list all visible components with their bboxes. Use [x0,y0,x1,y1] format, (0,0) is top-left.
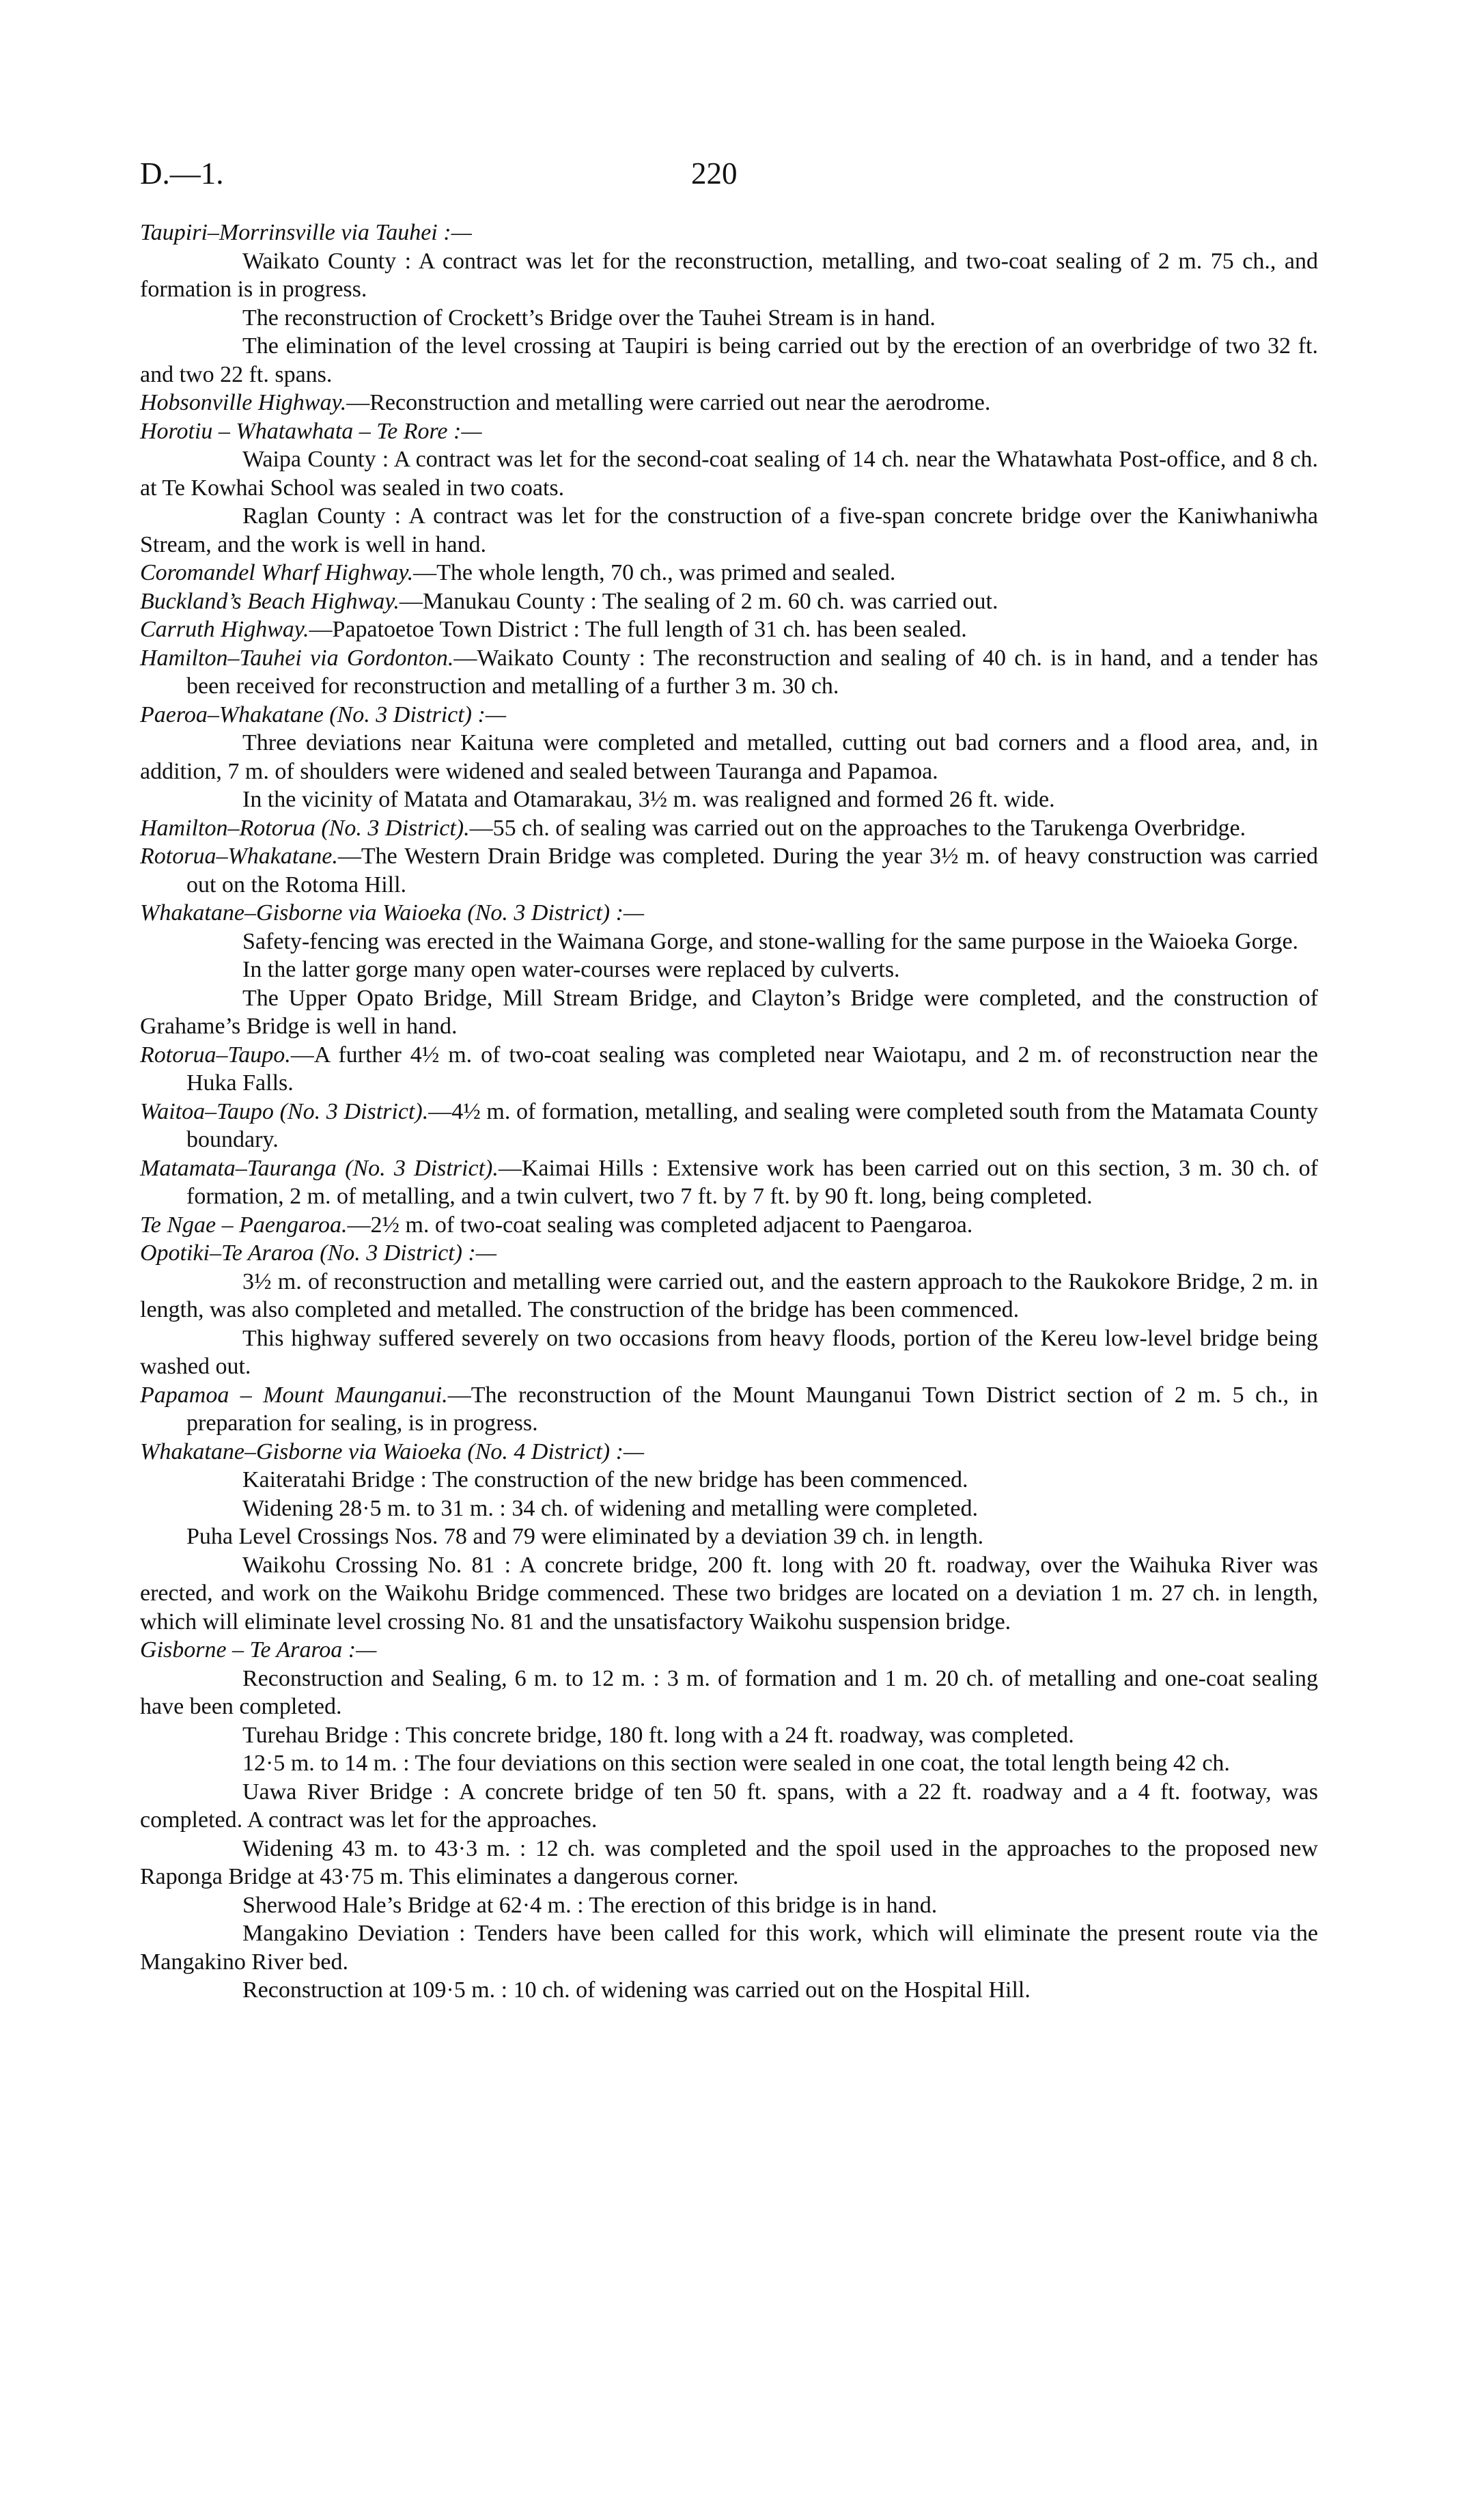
section-paragraph [140,1041,1318,1098]
body-paragraph [140,729,1318,785]
paragraph-text: —4½ m. of formation, metalling, and sealing were completed south from the Matamata County boundary. [186,1098,1318,1152]
highway-heading: Paeroa–Whakatane (No. 3 District) :— [140,701,507,727]
section-paragraph [140,1381,1318,1438]
highway-heading: Taupiri–Morrinsville via Tauhei :— [140,220,472,245]
body-paragraph [140,1891,1318,1920]
highway-heading: Opotiki–Te Araroa (No. 3 District) :— [140,1240,496,1266]
document-body [140,219,1318,2005]
paragraph-text: Waikohu Crossing No. 81 : A concrete bridge, 200 ft. long with 20 ft. roadway, over the Waihuka River was erected, and work on the Waikohu Bridge commenced. These two bridges are located on a deviation 1 m. 27 ch. in length, which will eliminate level crossing No. 81 and the unsatisfactory Waikohu suspension bridge. [140,1552,1318,1635]
section-paragraph [140,842,1318,899]
paragraph-text: Widening 28·5 m. to 31 m. : 34 ch. of widening and metalling were completed. [242,1495,978,1521]
body-paragraph [140,1522,1318,1551]
paragraph-text: Raglan County : A contract was let for the construction of a five-span concrete bridge over the Kaniwhaniwha Stream, and the work is well in hand. [140,503,1318,557]
paragraph-text: —The reconstruction of the Mount Maunganui Town District section of 2 m. 5 ch., in preparation for sealing, is in progress. [186,1382,1319,1436]
paragraph-text: —2½ m. of two-coat sealing was completed adjacent to Paengaroa. [347,1212,973,1238]
body-paragraph [140,785,1318,814]
section-paragraph [140,559,1318,587]
body-paragraph [140,1324,1318,1381]
body-paragraph [140,984,1318,1041]
highway-heading: Coromandel Wharf Highway. [140,560,414,585]
paragraph-text: Mangakino Deviation : Tenders have been called for this work, which will eliminate the present route via the Mangakino River bed. [140,1921,1318,1975]
body-paragraph [140,502,1318,559]
body-paragraph [140,928,1318,956]
body-paragraph [140,445,1318,502]
body-paragraph [140,1466,1318,1494]
body-paragraph [140,247,1318,304]
highway-heading: Te Ngae – Paengaroa. [140,1212,348,1238]
body-paragraph [140,1494,1318,1523]
body-paragraph [140,304,1318,333]
paragraph-text: Puha Level Crossings Nos. 78 and 79 were eliminated by a deviation 39 ch. in length. [186,1524,984,1549]
paragraph-text: —A further 4½ m. of two-coat sealing was completed near Waiotapu, and 2 m. of reconstruction near the Huka Falls. [186,1042,1318,1096]
paragraph-text: Widening 43 m. to 43·3 m. : 12 ch. was completed and the spoil used in the approaches to the proposed new Raponga Bridge at 43·75 m. This eliminates a dangerous corner. [140,1835,1318,1889]
section-paragraph [140,814,1318,843]
paragraph-text: Turehau Bridge : This concrete bridge, 180 ft. long with a 24 ft. roadway, was completed. [242,1722,1074,1748]
paragraph-text: Three deviations near Kaituna were completed and metalled, cutting out bad corners and a flood area, and, in addition, 7 m. of shoulders were widened and sealed between Tauranga and Papamoa. [140,730,1318,784]
paragraph-text: —The Western Drain Bridge was completed. During the year 3½ m. of heavy construction was carried out on the Rotoma Hill. [186,844,1318,898]
section-paragraph [140,1211,1318,1240]
page-number: 220 [691,156,738,191]
paragraph-text: This highway suffered severely on two occasions from heavy floods, portion of the Kereu low-level bridge being washed out. [140,1325,1318,1379]
section-paragraph [140,615,1318,644]
paragraph-text: The reconstruction of Crockett’s Bridge over the Tauhei Stream is in hand. [242,305,936,331]
paragraph-text: Safety-fencing was erected in the Waimana Gorge, and stone-walling for the same purpose in the Waioeka Gorge. [242,928,1299,954]
paragraph-text: In the latter gorge many open water-courses were replaced by culverts. [242,957,900,982]
highway-heading: Horotiu – Whatawhata – Te Rore :— [140,418,482,444]
body-paragraph [140,1721,1318,1750]
highway-heading: Papamoa – Mount Maunganui. [140,1382,448,1408]
paragraph-text: —Waikato County : The reconstruction and sealing of 40 ch. is in hand, and a tender has been received for reconstruction and metalling of a further 3 m. 30 ch. [186,645,1318,699]
highway-heading: Buckland’s Beach Highway. [140,588,400,614]
body-paragraph [140,1268,1318,1324]
highway-heading: Whakatane–Gisborne via Waioeka (No. 4 District) :— [140,1438,645,1464]
section-paragraph [140,1239,1318,1268]
body-paragraph [140,332,1318,389]
paragraph-text: 12·5 m. to 14 m. : The four deviations on this section were sealed in one coat, the total length being 42 ch. [242,1751,1230,1776]
highway-heading: Hamilton–Rotorua (No. 3 District). [140,815,470,841]
paragraph-text: 3½ m. of reconstruction and metalling were carried out, and the eastern approach to the Raukokore Bridge, 2 m. in length, was also completed and metalled. The construction of the bridge has been commenced. [140,1268,1318,1322]
body-paragraph [140,1551,1318,1637]
body-paragraph [140,1778,1318,1835]
paragraph-text: —The whole length, 70 ch., was primed and sealed. [413,560,896,585]
section-paragraph [140,417,1318,446]
paragraph-text: In the vicinity of Matata and Otamarakau, 3½ m. was realigned and formed 26 ft. wide. [242,787,1055,812]
paragraph-text: Uawa River Bridge : A concrete bridge of ten 50 ft. spans, with a 22 ft. roadway and a 4 ft. footway, was completed. A contract was let for the approaches. [140,1779,1318,1833]
paragraph-text: The elimination of the level crossing at Taupiri is being carried out by the erection of an overbridge of two 32 ft. and two 22 ft. spans. [140,333,1318,387]
paragraph-text: The Upper Opato Bridge, Mill Stream Bridge, and Clayton’s Bridge were completed, and the construction of Grahame’s Bridge is well in hand. [140,985,1318,1039]
paragraph-text: Kaiteratahi Bridge : The construction of the new bridge has been commenced. [242,1467,968,1492]
section-paragraph [140,389,1318,417]
paragraph-text: —Papatoetoe Town District : The full length of 31 ch. has been sealed. [309,617,967,642]
body-paragraph [140,1976,1318,2005]
section-paragraph [140,1636,1318,1665]
body-paragraph [140,1835,1318,1891]
paragraph-text: Reconstruction and Sealing, 6 m. to 12 m. : 3 m. of formation and 1 m. 20 ch. of metalling and one-coat sealing have been completed. [140,1665,1318,1719]
highway-heading: Rotorua–Taupo. [140,1042,291,1068]
highway-heading: Rotorua–Whakatane. [140,844,338,869]
body-paragraph [140,956,1318,984]
section-paragraph [140,587,1318,616]
body-paragraph [140,1749,1318,1778]
highway-heading: Hamilton–Tauhei via Gordonton. [140,645,454,671]
report-reference: D.—1. [140,156,224,191]
paragraph-text: Reconstruction at 109·5 m. : 10 ch. of widening was carried out on the Hospital Hill. [242,1977,1031,2003]
section-paragraph [140,1438,1318,1466]
paragraph-text: —Manukau County : The sealing of 2 m. 60 ch. was carried out. [399,588,998,614]
section-paragraph [140,219,1318,247]
paragraph-text: Sherwood Hale’s Bridge at 62·4 m. : The erection of this bridge is in hand. [242,1892,938,1918]
highway-heading: Waitoa–Taupo (No. 3 District). [140,1098,429,1124]
section-paragraph [140,1098,1318,1154]
highway-heading: Carruth Highway. [140,617,309,642]
section-paragraph [140,1154,1318,1211]
paragraph-text: Waikato County : A contract was let for the reconstruction, metalling, and two-coat sealing of 2 m. 75 ch., and formation is in progress. [140,248,1318,302]
section-paragraph [140,701,1318,729]
paragraph-text: —Reconstruction and metalling were carried out near the aerodrome. [346,390,991,415]
highway-heading: Whakatane–Gisborne via Waioeka (No. 3 District) :— [140,900,645,926]
paragraph-text: Waipa County : A contract was let for the second-coat sealing of 14 ch. near the Whatawhata Post-office, and 8 ch. at Te Kowhai School was sealed in two coats. [140,447,1318,501]
body-paragraph [140,1665,1318,1721]
highway-heading: Matamata–Tauranga (No. 3 District). [140,1155,499,1181]
paragraph-text: —55 ch. of sealing was carried out on the approaches to the Tarukenga Overbridge. [469,815,1246,841]
body-paragraph [140,1919,1318,1976]
section-paragraph [140,644,1318,701]
section-paragraph [140,899,1318,928]
highway-heading: Hobsonville Highway. [140,390,347,415]
paragraph-text: —Kaimai Hills : Extensive work has been carried out on this section, 3 m. 30 ch. of formation, 2 m. of metalling, and a twin culvert, two 7 ft. by 7 ft. by 90 ft. long, being completed. [186,1155,1318,1209]
highway-heading: Gisborne – Te Araroa :— [140,1637,377,1663]
